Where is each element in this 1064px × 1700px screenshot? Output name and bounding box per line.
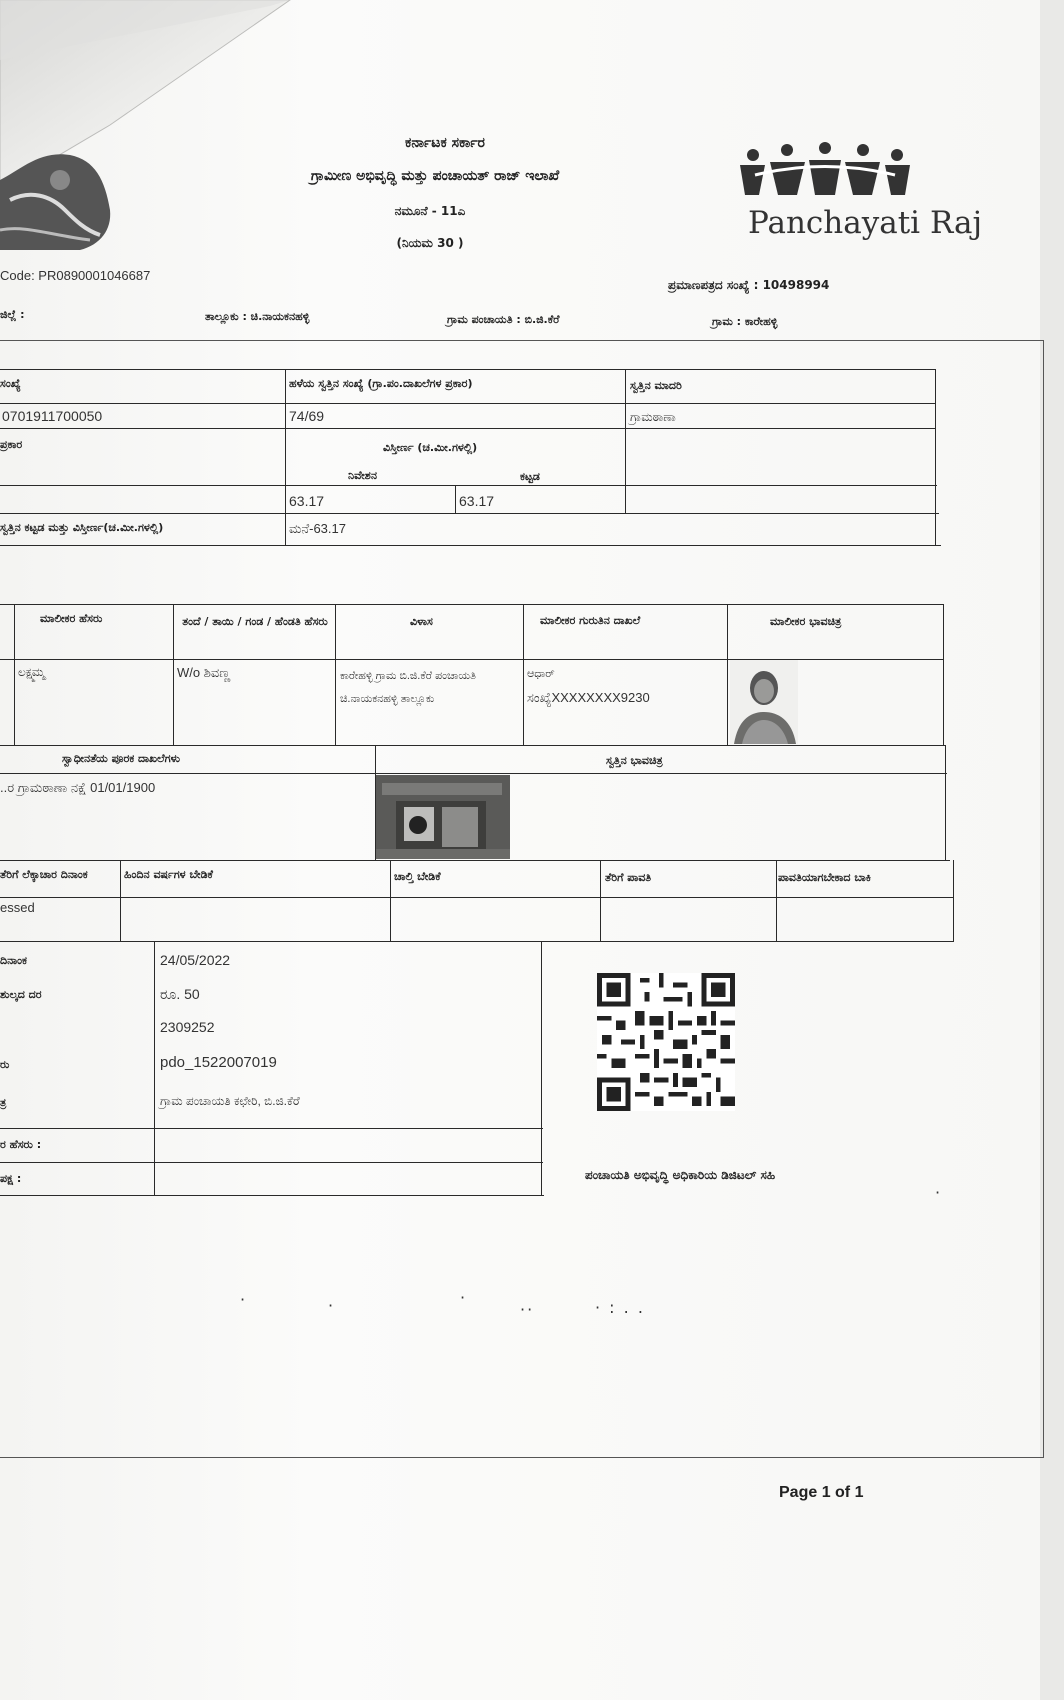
acquisition-value: ..ರ ಗ್ರಾಮಠಾಣಾ ನಕ್ಷೆ 01/01/1900 bbox=[0, 780, 156, 795]
officer-value: pdo_1522007019 bbox=[160, 1054, 277, 1071]
scan-specks-5: · : . . bbox=[595, 1298, 645, 1317]
old-number-value: 74/69 bbox=[289, 408, 325, 424]
extra-name-label: ರ ಹೆಸರು : bbox=[0, 1138, 42, 1151]
property-type-label: ಸ್ವತ್ತಿನ ಮಾದರಿ bbox=[630, 379, 682, 392]
owner-id-number: ಸಂಖ್ಯೆXXXXXXXX9230 bbox=[527, 690, 650, 705]
office-value: ಗ್ರಾಮ ಪಂಚಾಯತಿ ಕಛೇರಿ, ಬಿ.ಜಿ.ಕೆರೆ bbox=[160, 1094, 300, 1108]
header-form-no: ನಮೂನೆ - 11ಎ bbox=[394, 204, 466, 218]
owner-name: ಲಕ್ಷ್ಮಮ್ಮ bbox=[18, 665, 45, 679]
old-number-label: ಹಳೆಯ ಸ್ವತ್ತಿನ ಸಂಖ್ಯೆ (ಗ್ರಾ.ಪಂ.ದಾಖಲೆಗಳ ಪ್ರಕಾರ) bbox=[289, 377, 473, 390]
scan-specks-4: ·· bbox=[520, 1300, 535, 1319]
district: ಜಿಲ್ಲೆ : bbox=[0, 308, 25, 321]
acquisition-header: ಸ್ವಾಧೀನತೆಯ ಪೂರಕ ದಾಖಲೆಗಳು bbox=[62, 752, 181, 765]
tax-date-value: essed bbox=[0, 900, 35, 915]
scan-specks-6: · bbox=[935, 1183, 943, 1202]
receipt-value: 2309252 bbox=[160, 1019, 215, 1035]
header-department: ಗ್ರಾಮೀಣ ಅಭಿವೃದ್ಧಿ ಮತ್ತು ಪಂಚಾಯತ್ ರಾಜ್ ಇಲಾಖೆ bbox=[310, 168, 560, 184]
taluk: ತಾಲ್ಲೂಕು : ಚಿ.ನಾಯಕನಹಳ್ಳಿ bbox=[205, 310, 310, 323]
header-govt: ಕರ್ನಾಟಕ ಸರ್ಕಾರ bbox=[405, 135, 485, 151]
fee-value: ರೂ. 50 bbox=[160, 986, 200, 1002]
digital-signature-label: ಪಂಚಾಯತಿ ಅಭಿವೃದ್ಧಿ ಅಧಿಕಾರಿಯ ಡಿಜಿಟಲ್ ಸಹಿ bbox=[585, 1168, 776, 1182]
area-building-label: ಕಟ್ಟಡ bbox=[520, 470, 540, 483]
page-number: Page 1 of 1 bbox=[779, 1484, 864, 1501]
owner-name-header: ಮಾಲೀಕರ ಹೆಸರು bbox=[40, 612, 103, 625]
scan-specks: · bbox=[240, 1290, 248, 1309]
measure-label: ಪ್ರಕಾರ bbox=[0, 438, 23, 451]
owner-id-header: ಮಾಲೀಕರ ಗುರುತಿನ ದಾಖಲೆ bbox=[540, 614, 641, 627]
property-photo-header: ಸ್ವತ್ತಿನ ಭಾವಚಿತ್ರ bbox=[606, 754, 663, 767]
extra-party-label: ಪಕ್ಷ : bbox=[0, 1172, 22, 1185]
total-area-value: ಮನೆ-63.17 bbox=[289, 521, 346, 536]
tax-date-header: ತೆರಿಗೆ ಲೆಕ್ಕಾಚಾರ ದಿನಾಂಕ bbox=[0, 868, 88, 881]
document-frame bbox=[0, 340, 1044, 1458]
total-area-label: ಸ್ವತ್ತಿನ ಕಟ್ಟಡ ಮತ್ತು ವಿಸ್ತೀರ್ಣ(ಚ.ಮೀ.ಗಳಲ್ಲಿ) bbox=[0, 521, 164, 534]
owner-photo bbox=[730, 660, 798, 744]
karnataka-emblem-icon bbox=[0, 140, 115, 255]
property-photo bbox=[376, 775, 510, 859]
property-id-label: ಸಂಖ್ಯೆ bbox=[0, 377, 21, 390]
owner-address-header: ವಿಳಾಸ bbox=[410, 615, 433, 628]
area-label: ವಿಸ್ತೀರ್ಣ (ಚ.ಮೀ.ಗಳಲ್ಲಿ) bbox=[383, 441, 478, 454]
tax-current-header: ಚಾಲ್ತಿ ಬೇಡಿಕೆ bbox=[394, 870, 441, 883]
fee-label: ಶುಲ್ಕದ ದರ bbox=[0, 988, 42, 1001]
tax-balance-header: ಪಾವತಿಯಾಗಬೇಕಾದ ಬಾಕಿ bbox=[778, 871, 871, 884]
owner-address: ಕಾರೇಹಳ್ಳಿ ಗ್ರಾಮ ಬಿ.ಜಿ.ಕೆರೆ ಪಂಚಾಯತಿ ಚಿ.ನಾಯಕನಹಳ್ಳಿ ತಾಲ್ಲೂಕು bbox=[340, 670, 476, 705]
scan-specks-2: · bbox=[328, 1296, 336, 1315]
village: ಗ್ರಾಮ : ಕಾರೇಹಳ್ಳಿ bbox=[712, 315, 778, 328]
header-rule: (ನಿಯಮ 30 ) bbox=[396, 236, 464, 250]
owner-photo-header: ಮಾಲೀಕರ ಭಾವಚಿತ್ರ bbox=[770, 615, 842, 628]
issue-date-label: ದಿನಾಂಕ bbox=[0, 954, 27, 967]
area-site-label: ನಿವೇಶನ bbox=[348, 469, 377, 482]
tax-previous-header: ಹಿಂದಿನ ವರ್ಷಗಳ ಬೇಡಿಕೆ bbox=[124, 868, 213, 881]
officer-label: ರು bbox=[0, 1058, 10, 1071]
qr-code-icon bbox=[597, 973, 735, 1111]
certificate-number: ಪ್ರಮಾಣಪತ್ರದ ಸಂಖ್ಯೆ : 10498994 bbox=[668, 278, 830, 292]
issue-date-value: 24/05/2022 bbox=[160, 952, 231, 968]
panchayati-raj-logo-text: Panchayati Raj bbox=[748, 205, 983, 241]
property-id-value: 070191170005​0 bbox=[2, 408, 103, 424]
property-type-value: ಗ್ರಾಮಠಾಣಾ bbox=[630, 410, 676, 424]
owner-id-type: ಆಧಾರ್ bbox=[527, 668, 555, 680]
tax-paid-header: ತೆರಿಗೆ ಪಾವತಿ bbox=[605, 871, 652, 884]
document-code: Code: PR089000104668​7 bbox=[0, 268, 151, 283]
gram-panchayat: ಗ್ರಾಮ ಪಂಚಾಯತಿ : ಬಿ.ಜಿ.ಕೆರೆ bbox=[447, 313, 560, 326]
owner-relation: W/o ಶಿವಣ್ಣ bbox=[177, 665, 231, 680]
office-label: ತ್ರ bbox=[0, 1096, 7, 1109]
owner-relation-header: ತಂದೆ / ತಾಯಿ / ಗಂಡ / ಹೆಂಡತಿ ಹೆಸರು bbox=[182, 615, 328, 628]
area-building-value: 63.17 bbox=[459, 493, 495, 509]
scan-specks-3: · bbox=[460, 1288, 468, 1307]
area-site-value: 63.17 bbox=[289, 493, 325, 509]
